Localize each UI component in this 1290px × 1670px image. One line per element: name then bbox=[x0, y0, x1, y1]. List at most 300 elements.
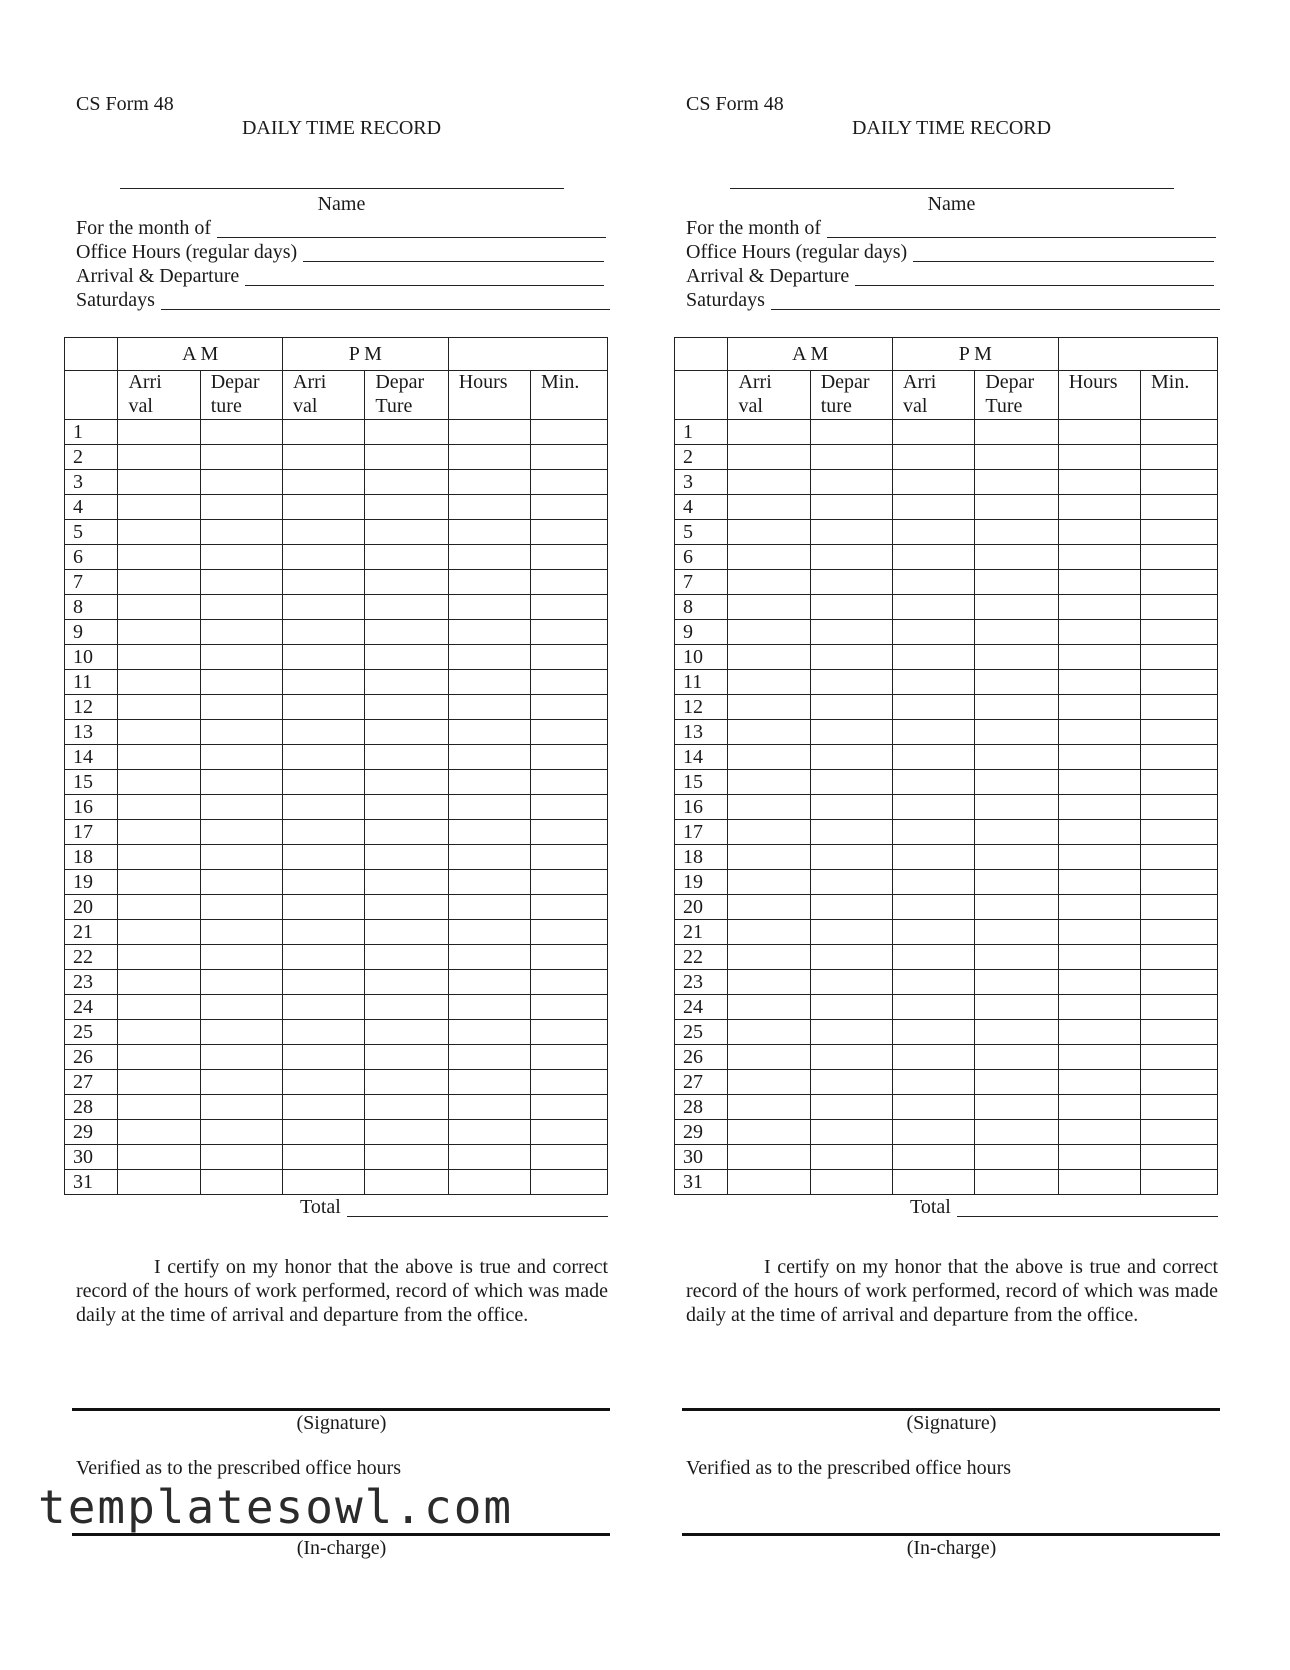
time-cell[interactable] bbox=[893, 545, 975, 570]
time-cell[interactable] bbox=[283, 720, 365, 745]
time-cell[interactable] bbox=[283, 1145, 365, 1170]
time-cell[interactable] bbox=[200, 1020, 282, 1045]
time-cell[interactable] bbox=[728, 620, 810, 645]
time-cell[interactable] bbox=[200, 1120, 282, 1145]
time-cell[interactable] bbox=[531, 1145, 608, 1170]
time-cell[interactable] bbox=[893, 870, 975, 895]
time-cell[interactable] bbox=[893, 945, 975, 970]
time-cell[interactable] bbox=[810, 870, 892, 895]
time-cell[interactable] bbox=[448, 1095, 530, 1120]
time-cell[interactable] bbox=[283, 770, 365, 795]
time-cell[interactable] bbox=[283, 470, 365, 495]
time-cell[interactable] bbox=[1141, 1020, 1218, 1045]
time-cell[interactable] bbox=[531, 595, 608, 620]
time-cell[interactable] bbox=[365, 895, 448, 920]
time-cell[interactable] bbox=[893, 470, 975, 495]
time-cell[interactable] bbox=[975, 720, 1058, 745]
time-cell[interactable] bbox=[1141, 645, 1218, 670]
time-cell[interactable] bbox=[893, 1045, 975, 1070]
time-cell[interactable] bbox=[448, 570, 530, 595]
time-cell[interactable] bbox=[448, 895, 530, 920]
time-cell[interactable] bbox=[728, 470, 810, 495]
time-cell[interactable] bbox=[365, 670, 448, 695]
time-cell[interactable] bbox=[975, 495, 1058, 520]
time-cell[interactable] bbox=[200, 970, 282, 995]
time-cell[interactable] bbox=[728, 645, 810, 670]
time-cell[interactable] bbox=[531, 795, 608, 820]
time-cell[interactable] bbox=[810, 920, 892, 945]
time-cell[interactable] bbox=[118, 1145, 200, 1170]
time-cell[interactable] bbox=[531, 670, 608, 695]
time-cell[interactable] bbox=[1141, 1145, 1218, 1170]
time-cell[interactable] bbox=[118, 1120, 200, 1145]
time-cell[interactable] bbox=[200, 770, 282, 795]
office-hours-input[interactable] bbox=[303, 243, 604, 262]
time-cell[interactable] bbox=[1058, 570, 1140, 595]
time-cell[interactable] bbox=[728, 845, 810, 870]
time-cell[interactable] bbox=[810, 695, 892, 720]
time-cell[interactable] bbox=[200, 545, 282, 570]
time-cell[interactable] bbox=[448, 1170, 530, 1195]
time-cell[interactable] bbox=[975, 1095, 1058, 1120]
time-cell[interactable] bbox=[728, 420, 810, 445]
time-cell[interactable] bbox=[448, 920, 530, 945]
time-cell[interactable] bbox=[975, 1145, 1058, 1170]
time-cell[interactable] bbox=[200, 1070, 282, 1095]
time-cell[interactable] bbox=[365, 1045, 448, 1070]
time-cell[interactable] bbox=[448, 520, 530, 545]
time-cell[interactable] bbox=[531, 870, 608, 895]
time-cell[interactable] bbox=[728, 920, 810, 945]
time-cell[interactable] bbox=[1058, 1070, 1140, 1095]
time-cell[interactable] bbox=[531, 1095, 608, 1120]
time-cell[interactable] bbox=[1141, 945, 1218, 970]
time-cell[interactable] bbox=[365, 545, 448, 570]
time-cell[interactable] bbox=[1058, 595, 1140, 620]
time-cell[interactable] bbox=[118, 645, 200, 670]
time-cell[interactable] bbox=[810, 520, 892, 545]
time-cell[interactable] bbox=[200, 820, 282, 845]
time-cell[interactable] bbox=[448, 695, 530, 720]
time-cell[interactable] bbox=[1058, 970, 1140, 995]
time-cell[interactable] bbox=[1141, 670, 1218, 695]
time-cell[interactable] bbox=[975, 845, 1058, 870]
time-cell[interactable] bbox=[448, 470, 530, 495]
time-cell[interactable] bbox=[365, 970, 448, 995]
time-cell[interactable] bbox=[810, 970, 892, 995]
time-cell[interactable] bbox=[448, 970, 530, 995]
time-cell[interactable] bbox=[283, 820, 365, 845]
time-cell[interactable] bbox=[448, 445, 530, 470]
time-cell[interactable] bbox=[893, 1070, 975, 1095]
time-cell[interactable] bbox=[283, 795, 365, 820]
time-cell[interactable] bbox=[810, 1145, 892, 1170]
time-cell[interactable] bbox=[1141, 620, 1218, 645]
time-cell[interactable] bbox=[448, 870, 530, 895]
total-input[interactable] bbox=[957, 1198, 1218, 1217]
time-cell[interactable] bbox=[1058, 445, 1140, 470]
time-cell[interactable] bbox=[1058, 720, 1140, 745]
time-cell[interactable] bbox=[118, 1095, 200, 1120]
time-cell[interactable] bbox=[1058, 1145, 1140, 1170]
time-cell[interactable] bbox=[283, 1170, 365, 1195]
time-cell[interactable] bbox=[118, 520, 200, 545]
time-cell[interactable] bbox=[283, 620, 365, 645]
time-cell[interactable] bbox=[810, 995, 892, 1020]
time-cell[interactable] bbox=[810, 745, 892, 770]
time-cell[interactable] bbox=[975, 620, 1058, 645]
time-cell[interactable] bbox=[200, 670, 282, 695]
time-cell[interactable] bbox=[1058, 945, 1140, 970]
time-cell[interactable] bbox=[365, 770, 448, 795]
time-cell[interactable] bbox=[975, 1070, 1058, 1095]
time-cell[interactable] bbox=[893, 1095, 975, 1120]
time-cell[interactable] bbox=[975, 1020, 1058, 1045]
time-cell[interactable] bbox=[448, 545, 530, 570]
time-cell[interactable] bbox=[200, 845, 282, 870]
time-cell[interactable] bbox=[893, 820, 975, 845]
time-cell[interactable] bbox=[728, 945, 810, 970]
time-cell[interactable] bbox=[810, 820, 892, 845]
time-cell[interactable] bbox=[810, 720, 892, 745]
time-cell[interactable] bbox=[893, 1170, 975, 1195]
time-cell[interactable] bbox=[118, 420, 200, 445]
time-cell[interactable] bbox=[1058, 995, 1140, 1020]
time-cell[interactable] bbox=[810, 420, 892, 445]
time-cell[interactable] bbox=[975, 745, 1058, 770]
time-cell[interactable] bbox=[365, 1020, 448, 1045]
time-cell[interactable] bbox=[810, 1170, 892, 1195]
time-cell[interactable] bbox=[365, 470, 448, 495]
time-cell[interactable] bbox=[728, 720, 810, 745]
time-cell[interactable] bbox=[365, 1120, 448, 1145]
time-cell[interactable] bbox=[728, 745, 810, 770]
time-cell[interactable] bbox=[448, 670, 530, 695]
time-cell[interactable] bbox=[448, 720, 530, 745]
time-cell[interactable] bbox=[531, 920, 608, 945]
time-cell[interactable] bbox=[531, 645, 608, 670]
time-cell[interactable] bbox=[1141, 970, 1218, 995]
time-cell[interactable] bbox=[200, 920, 282, 945]
time-cell[interactable] bbox=[283, 495, 365, 520]
time-cell[interactable] bbox=[365, 920, 448, 945]
time-cell[interactable] bbox=[1141, 870, 1218, 895]
time-cell[interactable] bbox=[975, 695, 1058, 720]
time-cell[interactable] bbox=[893, 970, 975, 995]
time-cell[interactable] bbox=[283, 945, 365, 970]
time-cell[interactable] bbox=[531, 820, 608, 845]
time-cell[interactable] bbox=[531, 470, 608, 495]
time-cell[interactable] bbox=[118, 570, 200, 595]
time-cell[interactable] bbox=[531, 720, 608, 745]
time-cell[interactable] bbox=[893, 620, 975, 645]
time-cell[interactable] bbox=[283, 1020, 365, 1045]
time-cell[interactable] bbox=[893, 570, 975, 595]
time-cell[interactable] bbox=[1141, 470, 1218, 495]
time-cell[interactable] bbox=[531, 545, 608, 570]
time-cell[interactable] bbox=[893, 745, 975, 770]
time-cell[interactable] bbox=[810, 1095, 892, 1120]
time-cell[interactable] bbox=[118, 595, 200, 620]
time-cell[interactable] bbox=[448, 1070, 530, 1095]
time-cell[interactable] bbox=[1058, 670, 1140, 695]
time-cell[interactable] bbox=[283, 695, 365, 720]
time-cell[interactable] bbox=[975, 770, 1058, 795]
time-cell[interactable] bbox=[975, 570, 1058, 595]
time-cell[interactable] bbox=[200, 720, 282, 745]
time-cell[interactable] bbox=[1141, 895, 1218, 920]
time-cell[interactable] bbox=[975, 520, 1058, 545]
time-cell[interactable] bbox=[365, 620, 448, 645]
time-cell[interactable] bbox=[200, 695, 282, 720]
time-cell[interactable] bbox=[1141, 1070, 1218, 1095]
total-input[interactable] bbox=[347, 1198, 608, 1217]
time-cell[interactable] bbox=[975, 470, 1058, 495]
time-cell[interactable] bbox=[1058, 520, 1140, 545]
time-cell[interactable] bbox=[283, 1095, 365, 1120]
time-cell[interactable] bbox=[975, 545, 1058, 570]
time-cell[interactable] bbox=[118, 945, 200, 970]
time-cell[interactable] bbox=[1141, 495, 1218, 520]
time-cell[interactable] bbox=[975, 945, 1058, 970]
time-cell[interactable] bbox=[810, 1020, 892, 1045]
time-cell[interactable] bbox=[1141, 1095, 1218, 1120]
time-cell[interactable] bbox=[118, 1170, 200, 1195]
time-cell[interactable] bbox=[1141, 720, 1218, 745]
arrival-departure-input[interactable] bbox=[245, 267, 604, 286]
time-cell[interactable] bbox=[118, 895, 200, 920]
time-cell[interactable] bbox=[531, 945, 608, 970]
time-cell[interactable] bbox=[728, 695, 810, 720]
time-cell[interactable] bbox=[810, 795, 892, 820]
time-cell[interactable] bbox=[893, 420, 975, 445]
time-cell[interactable] bbox=[448, 620, 530, 645]
time-cell[interactable] bbox=[975, 595, 1058, 620]
time-cell[interactable] bbox=[200, 495, 282, 520]
time-cell[interactable] bbox=[728, 1045, 810, 1070]
time-cell[interactable] bbox=[893, 845, 975, 870]
time-cell[interactable] bbox=[283, 645, 365, 670]
time-cell[interactable] bbox=[810, 495, 892, 520]
time-cell[interactable] bbox=[975, 795, 1058, 820]
time-cell[interactable] bbox=[531, 570, 608, 595]
time-cell[interactable] bbox=[1141, 745, 1218, 770]
time-cell[interactable] bbox=[118, 1045, 200, 1070]
time-cell[interactable] bbox=[283, 420, 365, 445]
time-cell[interactable] bbox=[975, 420, 1058, 445]
time-cell[interactable] bbox=[531, 495, 608, 520]
time-cell[interactable] bbox=[448, 1145, 530, 1170]
time-cell[interactable] bbox=[1058, 870, 1140, 895]
time-cell[interactable] bbox=[975, 1170, 1058, 1195]
time-cell[interactable] bbox=[1141, 820, 1218, 845]
time-cell[interactable] bbox=[448, 1045, 530, 1070]
time-cell[interactable] bbox=[118, 820, 200, 845]
time-cell[interactable] bbox=[810, 545, 892, 570]
time-cell[interactable] bbox=[365, 795, 448, 820]
time-cell[interactable] bbox=[893, 1120, 975, 1145]
time-cell[interactable] bbox=[283, 670, 365, 695]
time-cell[interactable] bbox=[200, 1045, 282, 1070]
time-cell[interactable] bbox=[1141, 595, 1218, 620]
time-cell[interactable] bbox=[118, 870, 200, 895]
time-cell[interactable] bbox=[728, 570, 810, 595]
time-cell[interactable] bbox=[728, 770, 810, 795]
time-cell[interactable] bbox=[728, 1145, 810, 1170]
time-cell[interactable] bbox=[975, 995, 1058, 1020]
time-cell[interactable] bbox=[531, 745, 608, 770]
time-cell[interactable] bbox=[975, 820, 1058, 845]
time-cell[interactable] bbox=[975, 670, 1058, 695]
time-cell[interactable] bbox=[118, 995, 200, 1020]
time-cell[interactable] bbox=[200, 420, 282, 445]
time-cell[interactable] bbox=[365, 995, 448, 1020]
time-cell[interactable] bbox=[283, 545, 365, 570]
time-cell[interactable] bbox=[975, 920, 1058, 945]
time-cell[interactable] bbox=[118, 470, 200, 495]
time-cell[interactable] bbox=[283, 1120, 365, 1145]
time-cell[interactable] bbox=[200, 870, 282, 895]
time-cell[interactable] bbox=[1058, 1120, 1140, 1145]
time-cell[interactable] bbox=[118, 1020, 200, 1045]
time-cell[interactable] bbox=[283, 870, 365, 895]
time-cell[interactable] bbox=[448, 845, 530, 870]
time-cell[interactable] bbox=[728, 545, 810, 570]
time-cell[interactable] bbox=[118, 620, 200, 645]
time-cell[interactable] bbox=[1058, 1020, 1140, 1045]
time-cell[interactable] bbox=[810, 620, 892, 645]
time-cell[interactable] bbox=[531, 970, 608, 995]
time-cell[interactable] bbox=[1141, 520, 1218, 545]
time-cell[interactable] bbox=[810, 595, 892, 620]
time-cell[interactable] bbox=[283, 920, 365, 945]
time-cell[interactable] bbox=[1058, 620, 1140, 645]
time-cell[interactable] bbox=[365, 820, 448, 845]
time-cell[interactable] bbox=[283, 745, 365, 770]
time-cell[interactable] bbox=[893, 995, 975, 1020]
time-cell[interactable] bbox=[118, 445, 200, 470]
time-cell[interactable] bbox=[893, 445, 975, 470]
time-cell[interactable] bbox=[893, 920, 975, 945]
time-cell[interactable] bbox=[1141, 545, 1218, 570]
arrival-departure-input[interactable] bbox=[855, 267, 1214, 286]
time-cell[interactable] bbox=[728, 1095, 810, 1120]
time-cell[interactable] bbox=[531, 520, 608, 545]
time-cell[interactable] bbox=[365, 520, 448, 545]
time-cell[interactable] bbox=[728, 995, 810, 1020]
time-cell[interactable] bbox=[200, 595, 282, 620]
time-cell[interactable] bbox=[975, 1120, 1058, 1145]
time-cell[interactable] bbox=[365, 445, 448, 470]
time-cell[interactable] bbox=[283, 520, 365, 545]
time-cell[interactable] bbox=[531, 1070, 608, 1095]
time-cell[interactable] bbox=[283, 970, 365, 995]
time-cell[interactable] bbox=[728, 820, 810, 845]
time-cell[interactable] bbox=[448, 795, 530, 820]
time-cell[interactable] bbox=[1058, 795, 1140, 820]
time-cell[interactable] bbox=[810, 570, 892, 595]
time-cell[interactable] bbox=[531, 1045, 608, 1070]
time-cell[interactable] bbox=[200, 1170, 282, 1195]
month-input[interactable] bbox=[827, 219, 1216, 238]
time-cell[interactable] bbox=[810, 895, 892, 920]
time-cell[interactable] bbox=[200, 745, 282, 770]
name-field[interactable] bbox=[120, 188, 564, 189]
time-cell[interactable] bbox=[1058, 745, 1140, 770]
time-cell[interactable] bbox=[728, 1120, 810, 1145]
time-cell[interactable] bbox=[1141, 795, 1218, 820]
time-cell[interactable] bbox=[448, 420, 530, 445]
time-cell[interactable] bbox=[448, 495, 530, 520]
time-cell[interactable] bbox=[810, 670, 892, 695]
time-cell[interactable] bbox=[1141, 445, 1218, 470]
time-cell[interactable] bbox=[531, 620, 608, 645]
time-cell[interactable] bbox=[810, 770, 892, 795]
time-cell[interactable] bbox=[365, 570, 448, 595]
time-cell[interactable] bbox=[365, 945, 448, 970]
time-cell[interactable] bbox=[365, 845, 448, 870]
time-cell[interactable] bbox=[893, 1145, 975, 1170]
time-cell[interactable] bbox=[728, 870, 810, 895]
time-cell[interactable] bbox=[1141, 1120, 1218, 1145]
time-cell[interactable] bbox=[1058, 545, 1140, 570]
time-cell[interactable] bbox=[893, 595, 975, 620]
time-cell[interactable] bbox=[200, 445, 282, 470]
saturdays-input[interactable] bbox=[161, 291, 610, 310]
time-cell[interactable] bbox=[893, 645, 975, 670]
time-cell[interactable] bbox=[283, 1070, 365, 1095]
time-cell[interactable] bbox=[728, 595, 810, 620]
time-cell[interactable] bbox=[200, 470, 282, 495]
time-cell[interactable] bbox=[118, 970, 200, 995]
time-cell[interactable] bbox=[118, 495, 200, 520]
time-cell[interactable] bbox=[365, 695, 448, 720]
time-cell[interactable] bbox=[728, 970, 810, 995]
time-cell[interactable] bbox=[728, 520, 810, 545]
time-cell[interactable] bbox=[200, 520, 282, 545]
time-cell[interactable] bbox=[893, 520, 975, 545]
time-cell[interactable] bbox=[893, 720, 975, 745]
time-cell[interactable] bbox=[365, 1095, 448, 1120]
time-cell[interactable] bbox=[448, 1020, 530, 1045]
time-cell[interactable] bbox=[200, 795, 282, 820]
time-cell[interactable] bbox=[1141, 995, 1218, 1020]
time-cell[interactable] bbox=[1058, 845, 1140, 870]
time-cell[interactable] bbox=[118, 920, 200, 945]
time-cell[interactable] bbox=[365, 1145, 448, 1170]
time-cell[interactable] bbox=[118, 770, 200, 795]
time-cell[interactable] bbox=[1058, 695, 1140, 720]
time-cell[interactable] bbox=[448, 945, 530, 970]
time-cell[interactable] bbox=[1141, 1045, 1218, 1070]
time-cell[interactable] bbox=[728, 1070, 810, 1095]
time-cell[interactable] bbox=[810, 445, 892, 470]
time-cell[interactable] bbox=[365, 595, 448, 620]
time-cell[interactable] bbox=[365, 495, 448, 520]
time-cell[interactable] bbox=[118, 695, 200, 720]
time-cell[interactable] bbox=[200, 570, 282, 595]
time-cell[interactable] bbox=[448, 820, 530, 845]
time-cell[interactable] bbox=[893, 695, 975, 720]
time-cell[interactable] bbox=[531, 895, 608, 920]
time-cell[interactable] bbox=[365, 745, 448, 770]
month-input[interactable] bbox=[217, 219, 606, 238]
time-cell[interactable] bbox=[975, 870, 1058, 895]
time-cell[interactable] bbox=[531, 770, 608, 795]
time-cell[interactable] bbox=[810, 945, 892, 970]
time-cell[interactable] bbox=[200, 995, 282, 1020]
time-cell[interactable] bbox=[810, 1120, 892, 1145]
